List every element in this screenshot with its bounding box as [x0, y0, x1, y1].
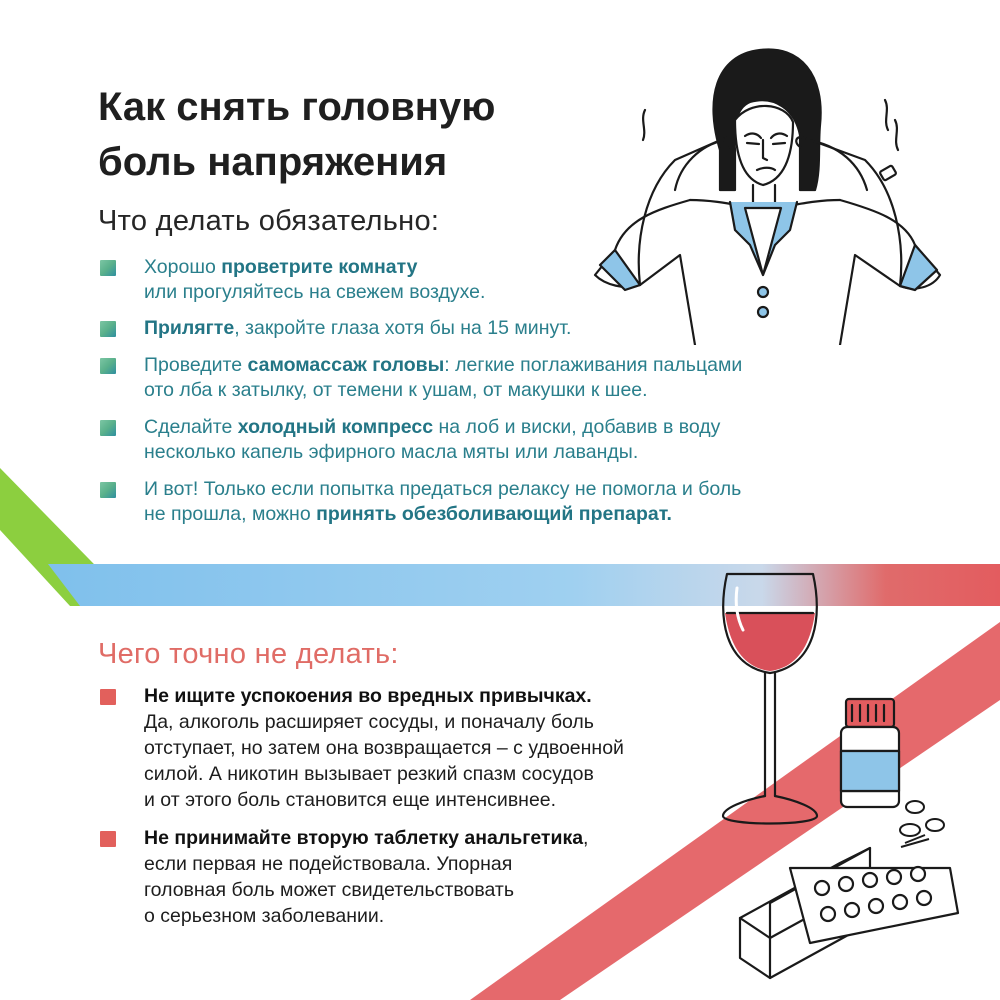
- do-item-compress: [100, 415, 900, 465]
- wine-glass-icon: [715, 568, 825, 833]
- dont-heading: Чего точно не делать:: [98, 638, 399, 670]
- do-item-text: И вот! Только если попытка предаться релаксу не помогла и боль не прошла, можно принять обезболивающий препарат.: [144, 478, 742, 525]
- do-item-text: Прилягте, закройте глаза хотя бы на 15 минут.: [144, 317, 572, 339]
- red-bullet-icon: [100, 689, 116, 705]
- blue-red-stripe: [48, 564, 1000, 606]
- teal-bullet-icon: [100, 420, 116, 436]
- red-bullet-icon: [100, 831, 116, 847]
- dont-item-habits: [100, 683, 740, 813]
- teal-bullet-icon: [100, 358, 116, 374]
- title-line-2: боль напряжения: [98, 140, 448, 184]
- page-title: [98, 80, 618, 190]
- dont-item-second-pill: [100, 825, 740, 929]
- do-item-text: Сделайте холодный компресс на лоб и виски, добавив в воду несколько капель эфирного масла мяты или лаванды.: [144, 416, 721, 463]
- teal-bullet-icon: [100, 482, 116, 498]
- dont-item-text: Не принимайте вторую таблетку анальгетика, если первая не подействовала. Упорная головная боль может свидетельствовать о серьезном заболевании.: [144, 827, 589, 927]
- do-item-painkiller: [100, 477, 900, 527]
- do-heading: Что делать обязательно:: [98, 205, 440, 237]
- dont-item-text: Не ищите успокоения во вредных привычках. Да, алкоголь расширяет сосуды, и поначалу боль отступает, но затем она возвращается – с удвоенной силой. А никотин вызывает резкий спазм сосудов и от этого боль становится еще интенсивнее.: [144, 685, 624, 811]
- woman-headache-illustration: [585, 40, 955, 345]
- title-line-1: Как снять головную: [98, 85, 496, 129]
- do-item-text: Хорошо проветрите комнату или прогуляйтесь на свежем воздухе.: [144, 256, 486, 303]
- teal-bullet-icon: [100, 321, 116, 337]
- do-item-massage: [100, 353, 900, 403]
- do-item-text: Проведите самомассаж головы: легкие поглаживания пальцами ото лба к затылку, от темени к ушам, от макушки к шее.: [144, 354, 743, 401]
- blister-pack-icon: [730, 828, 960, 988]
- teal-bullet-icon: [100, 260, 116, 276]
